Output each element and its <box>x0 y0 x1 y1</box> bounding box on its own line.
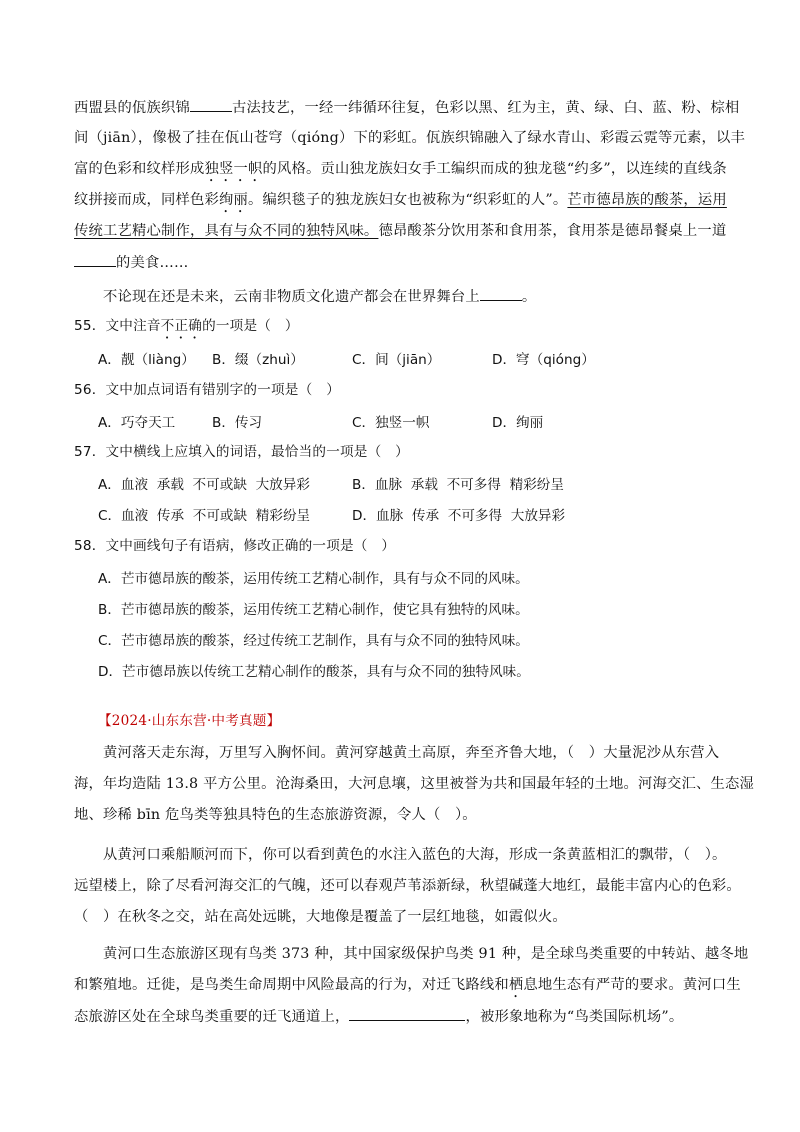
passage2-line: 从黄河口乘船顺河而下，你可以看到黄色的水注入蓝色的大海，形成一条黄蓝相汇的飘带，（ ）。 <box>103 847 727 863</box>
passage1-line-6: 的美食…… <box>74 252 188 273</box>
option-c[interactable]: C．间（jiān） <box>352 352 441 368</box>
passage2-line: 海，年均造陆 13.8 平方公里。沧海桑田，大河息壤，这里被誉为共和国最年轻的土地。河海交汇、生态湿 <box>74 776 754 792</box>
option-d[interactable]: D．芒市德昂族以传统工艺精心制作的酸茶，具有与众不同的独特风味。 <box>98 664 530 680</box>
source-tag: 【2024·山东东营·中考真题】 <box>98 713 281 729</box>
question-stem: 55．文中注音不正确的一项是（ ） <box>74 318 299 334</box>
option-a[interactable]: A．靓（liàng） <box>98 352 195 368</box>
passage2-line: 黄河落天走东海，万里写入胸怀间。黄河穿越黄土高原，奔至齐鲁大地，（ ）大量泥沙从东营入 <box>103 745 720 761</box>
passage1-line-1: 西盟县的佤族织锦 古法技艺，一经一纬循环往复，色彩以黑、红为主，黄、绿、白、蓝、粉、棕相 <box>74 97 739 118</box>
fill-blank <box>74 252 116 267</box>
option-c[interactable]: C．独竖一帜 <box>352 415 430 431</box>
option-b[interactable]: B．芒市德昂族的酸茶，运用传统工艺精心制作，使它具有独特的风味。 <box>98 602 529 618</box>
option-a[interactable]: A．血液 承载 不可或缺 大放异彩 <box>98 477 310 493</box>
option-b[interactable]: B．缀（zhuì） <box>212 352 304 368</box>
option-b[interactable]: B．血脉 承载 不可多得 精彩纷呈 <box>352 477 564 493</box>
option-d[interactable]: D．血脉 传承 不可多得 大放异彩 <box>352 508 566 524</box>
dotted-word: 独竖一帜 <box>204 161 263 177</box>
question-stem: 57．文中横线上应填入的词语，最恰当的一项是（ ） <box>74 444 409 460</box>
passage2-line: 黄河口生态旅游区现有鸟类 373 种，其中国家级保护鸟类 91 种，是全球鸟类重要的中转站、越冬地 <box>103 946 749 962</box>
passage1-line-4: 纹拼接而成，同样色彩绚丽。编织毯子的独龙族妇女也被称为“织彩虹的人”。芒市德昂族的酸茶，运用 <box>74 192 727 208</box>
option-a[interactable]: A．巧夺天工 <box>98 415 176 431</box>
passage1-line-3: 富的色彩和纹样形成独竖一帜的风格。贡山独龙族妇女手工编织而成的独龙毯“约多”，以连续的直线条 <box>74 161 727 177</box>
fill-blank <box>190 97 232 112</box>
dotted-word: 绚丽 <box>218 192 248 208</box>
passage2-line: 地、珍稀 bīn 危鸟类等独具特色的生态旅游资源，令人（ ）。 <box>74 807 477 823</box>
option-d[interactable]: D．穹（qióng） <box>492 352 595 368</box>
fill-blank <box>349 1006 465 1021</box>
passage2-line: （ ）在秋冬之交，站在高处远眺，大地像是覆盖了一层红地毯，如霞似火。 <box>74 909 567 925</box>
passage2-line: 态旅游区处在全球鸟类重要的迁飞通道上， ，被形象地称为“鸟类国际机场”。 <box>74 1006 683 1027</box>
option-d[interactable]: D．绚丽 <box>492 415 544 431</box>
option-b[interactable]: B．传习 <box>212 415 263 431</box>
passage2-line: 和繁殖地。迁徙，是鸟类生命周期中风险最高的行为，对迁飞路线和栖息地生态有严苛的要求。黄河口生 <box>74 977 741 993</box>
question-stem: 56．文中加点词语有错别字的一项是（ ） <box>74 382 340 398</box>
dotted-word: 栖 <box>508 977 524 993</box>
underlined-sentence: 芒市德昂族的酸茶，运用 <box>567 192 727 208</box>
option-c[interactable]: C．芒市德昂族的酸茶，经过传统工艺制作，具有与众不同的独特风味。 <box>98 633 529 649</box>
option-a[interactable]: A．芒市德昂族的酸茶，运用传统工艺精心制作，具有与众不同的风味。 <box>98 571 529 587</box>
option-c[interactable]: C．血液 传承 不可或缺 精彩纷呈 <box>98 508 311 524</box>
passage1-line-5: 传统工艺精心制作，具有与众不同的独特风味。德昂酸茶分饮用茶和食用茶，食用茶是德昂餐桌上一道 <box>74 223 727 239</box>
passage1-line-7: 不论现在还是未来，云南非物质文化遗产都会在世界舞台上 。 <box>103 286 536 307</box>
passage2-line: 远望楼上，除了尽看河海交汇的气魄，还可以春观芦苇添新绿，秋望碱蓬大地红，最能丰富内心的色彩。 <box>74 878 741 894</box>
fill-blank <box>480 286 522 301</box>
passage1-line-2: 间（jiān），像极了挂在佤山苍穹（qióng）下的彩虹。佤族织锦融入了绿水青山、彩霞云霓等元素，以丰 <box>74 130 745 146</box>
question-stem: 58．文中画线句子有语病，修改正确的一项是（ ） <box>74 538 396 554</box>
underlined-sentence: 传统工艺精心制作，具有与众不同的独特风味。 <box>74 223 379 239</box>
